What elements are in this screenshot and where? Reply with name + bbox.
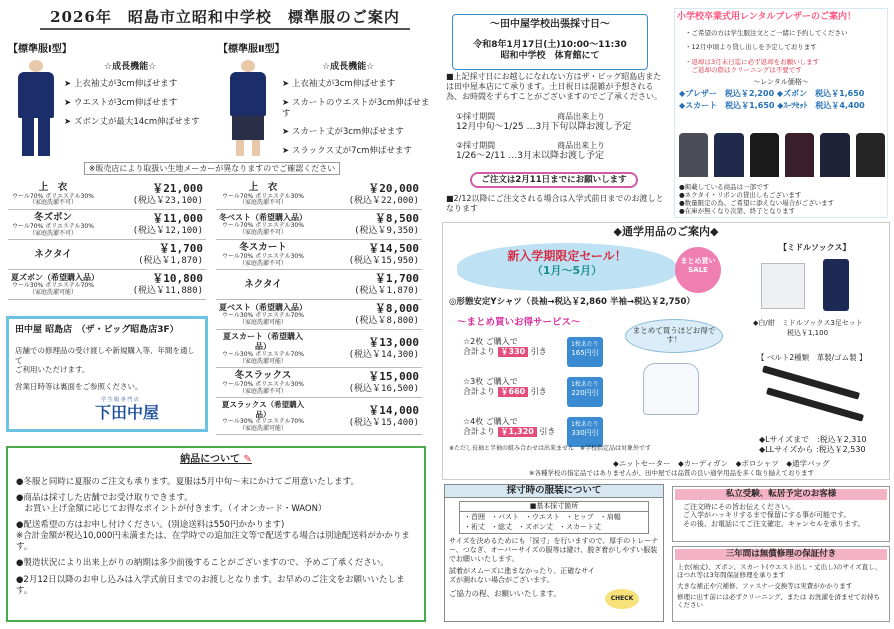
price-row: 冬ズボン ウール70% ポリエステル30%（家庭洗濯不可） ￥11,000 (税込￥12,100) bbox=[8, 210, 206, 240]
notice-title: 納品について ✎ bbox=[180, 454, 252, 465]
repair-title: 三年間は無償修理の保証付き bbox=[675, 549, 887, 560]
price-row: ネクタイ ￥1,700 (税込￥1,870) bbox=[216, 270, 422, 300]
event-date: 令和8年1月17日(土)10:00～11:30 bbox=[473, 39, 627, 50]
rental-title: 小学校卒業式用レンタルブレザーのご案内！ bbox=[677, 12, 857, 22]
shirt-image bbox=[643, 363, 699, 415]
shop-text: ご利用いただけます。 bbox=[15, 365, 90, 374]
repair-box bbox=[672, 546, 890, 622]
uniform-type1-image bbox=[14, 60, 58, 156]
shop-text: 営業日時等は裏面をご参照ください。 bbox=[15, 382, 143, 392]
shop-info-box bbox=[6, 316, 208, 432]
repair-items: 上衣(袖丈)、ズボン、スカート(ウエスト出し・丈出し)のサイズ直し、ほつれ等は3年間保証修理を承ります 大きな補正や穴補修、ファスナー交換等は実費がかかります 修理に出す前には必ずクリーニング、または お洗濯を済ませてお持ちください bbox=[677, 562, 882, 610]
type1-feature: ➤ ウエストが3cm伸ばせます bbox=[64, 97, 178, 108]
tier-row: ☆4枚 ご購入で 合計より ￥1,320 引き 1枚あたり 330円引 bbox=[463, 417, 663, 457]
event-description: ■上記採寸日にお越しになれない方はザ・ビッグ昭島店または田中屋本店にて承ります。土日祝日は混雑が予想される為、お時間をずらすことがございますのでご了承ください。 bbox=[446, 72, 662, 101]
belt-price: ◆LLサイズから :税込￥2,530 bbox=[759, 445, 866, 454]
price-row: 冬ベスト（希望購入品） ウール70% ポリエステル30%（家庭洗濯不可） ￥8,500 (税込￥9,350) bbox=[216, 210, 422, 240]
fitting-text: サイズを決めるためにも「採寸」を行いますので、厚手のトレーナー、つなぎ、オーバーサイズの服等は避け、脱ぎ着がしやすい服装でお願いいたします。 bbox=[449, 537, 659, 563]
price-row: 上 衣 ウール70% ポリエステル30%（家庭洗濯不可） ￥21,000 (税込￥23,100) bbox=[8, 180, 206, 210]
exam-box bbox=[672, 486, 890, 542]
fitting-box bbox=[444, 484, 664, 622]
socks-desc: ◆白/紺 ミドルソックス3足セット bbox=[753, 319, 863, 327]
supplies-title: ◆通学用品のご案内◆ bbox=[613, 225, 719, 238]
socks-price: 税込￥1,100 bbox=[787, 329, 829, 337]
uniform-type2-image bbox=[226, 60, 270, 156]
price-row: 夏ズボン（希望購入品） ウール30% ポリエステル70%（家庭洗濯可能） ￥10,800 (税込￥11,880) bbox=[8, 270, 206, 300]
vendor-note: ※販売店により取扱い生地メーカーが異なりますのでご確認ください bbox=[84, 162, 340, 175]
rental-price: ◆スカート 税込￥1,650 ◆ｽｰﾂｾｯﾄ 税込￥4,400 bbox=[679, 100, 865, 110]
shop-name: 田中屋 昭島店 （ザ・ビッグ昭島店3F） bbox=[15, 325, 179, 335]
belt-price: ◆Lサイズまで :税込￥2,310 bbox=[759, 435, 867, 444]
belt-title: 【 ベルト2種類 革製/ゴム製 】 bbox=[757, 353, 867, 362]
tanakaya-logo: 下田中屋 bbox=[95, 403, 160, 422]
pen-icon: ✎ bbox=[243, 454, 252, 465]
logo-subtitle: 学 生 服 専 門 店 bbox=[101, 397, 139, 403]
type2-label: 【標準服Ⅱ型】 bbox=[218, 44, 285, 55]
shirt-note: ※ただし長袖と半袖の組み合わせは出来ません ※学校指定品は対象外です bbox=[449, 445, 652, 452]
belt-image bbox=[761, 373, 873, 429]
socks-image bbox=[759, 259, 869, 313]
event-box bbox=[452, 14, 648, 70]
fitting-title: 採寸時の服装について bbox=[445, 485, 663, 498]
event-title: ～田中屋学校出張採寸日～ bbox=[490, 19, 610, 30]
tier-row: ☆2枚 ご購入で 合計より ￥330 引き 1枚あたり 165円引 bbox=[463, 337, 663, 377]
type2-feature: ➤ 上衣袖丈が3cm伸ばせます bbox=[282, 79, 396, 90]
supplies-section bbox=[442, 222, 890, 480]
type2-feature: ➤ スカートのウエストが3cm伸ばせます bbox=[282, 97, 430, 119]
shop-text: 店舗での修理品の受け渡しや新規購入等、年間を通して bbox=[15, 346, 195, 365]
check-icon: CHECK bbox=[605, 589, 639, 609]
fitting-grid: ■基本採寸箇所 ・首囲 ・バスト ・ウエスト ・ヒップ ・肩幅 ・裄丈 ・総丈 ・ズボン丈 ・スカート丈 bbox=[459, 501, 649, 534]
type1-heading: ☆成長機能☆ bbox=[104, 62, 157, 72]
notice-item: ●2月12日以降のお申し込みは入学式前日までのお渡しとなります。お早めのご注文をお願いいたします。 bbox=[16, 574, 405, 596]
goods-list: ◆ニットセーター ◆カーディガン ◆ポロシャツ ◆通学バッグ bbox=[613, 459, 830, 468]
shirt-title: ◎形態安定Yシャツ（長袖→税込￥2,860 半袖→税込￥2,750） bbox=[449, 297, 695, 307]
rental-price-heading: ～レンタル価格～ bbox=[753, 77, 809, 86]
delivery-notice bbox=[6, 446, 426, 622]
event-place: 昭和中学校 体育館にて bbox=[500, 50, 600, 61]
deadline-badge: ご注文は2月11日までにお願いします bbox=[470, 172, 638, 188]
type2-features bbox=[282, 62, 432, 164]
rental-items: ・ご希望の方は学生服注文とご一緒に予約してください ・12月中頃より貸し出しを予定しております ・返却は3月末日迄に必ず返却をお願いします ご返却の際はクリーニングは不要です bbox=[685, 29, 848, 74]
rental-notes: ●掲載している商品は一部です ●ネクタイ・リボンの貸出しもございます ●数量限定の為、ご希望に添えない場合がございます ●在庫が無くなり次第、終了となります bbox=[679, 183, 835, 216]
fitting-text: ご協力の程、お願いいたします。 bbox=[449, 588, 561, 598]
notice-item: ●商品は採寸した店舗でお受け取りできます。 bbox=[16, 493, 193, 504]
goods-note: ※各種学校の指定品ではありませんが、田中屋では品質の良い通学用品を多く取り揃えております bbox=[529, 469, 814, 477]
late-order-note: ■2/12以降にご注文される場合は入学式前日までのお渡しとなります bbox=[446, 194, 664, 213]
type1-feature: ➤ 上衣袖丈が3cm伸ばせます bbox=[64, 79, 178, 90]
bulk-title: ～まとめ買いお得サービス～ bbox=[457, 317, 581, 328]
notice-item: お買い上げ金額に応じてお得なポイントが付きます。（イオンカード・WAON） bbox=[16, 503, 327, 514]
type1-label: 【標準服Ⅰ型】 bbox=[8, 44, 72, 55]
notice-item: ●製造状況により出来上がりの納期は多少前後することがございますので、予めご了承ください。 bbox=[16, 558, 389, 569]
rental-box bbox=[674, 8, 888, 218]
price-row: 上 衣 ウール70% ポリエステル30%（家庭洗濯不可） ￥20,000 (税込￥22,000) bbox=[216, 180, 422, 210]
tier-row: ☆3枚 ご購入で 合計より ￥660 引き 1枚あたり 220円引 bbox=[463, 377, 663, 417]
type1-feature: ➤ ズボン丈が最大14cm伸ばせます bbox=[64, 116, 200, 127]
type2-feature: ➤ スラックス丈が7cm伸ばせます bbox=[282, 145, 412, 156]
price-table-type2 bbox=[216, 180, 422, 435]
type1-features bbox=[64, 62, 214, 135]
socks-title: 【ミドルソックス】 bbox=[779, 243, 851, 252]
notice-item: ※合計金額が税込10,000円未満または、在学時での追加注文等で配送する場合は別途配送料がかかります。 bbox=[16, 531, 410, 552]
type2-heading: ☆成長機能☆ bbox=[322, 62, 375, 72]
exam-items: ご注文時にその旨お伝えください。 ご入学がハッキリするまで保留にする事が可能です。 その後、お電話にてご注文確定、キャンセルを承ります。 bbox=[683, 502, 865, 529]
price-row: 夏ベスト（希望購入品） ウール30% ポリエステル70%（家庭洗濯可能） ￥8,000 (税込￥8,800) bbox=[216, 300, 422, 330]
bubble: まとめて買うほどお得です！ bbox=[625, 319, 723, 353]
notice-item: ●冬服と同時に夏服のご注文も承ります。夏服は5月中旬～末にかけてご用意いたします。 bbox=[16, 476, 359, 487]
tier-list bbox=[463, 337, 663, 457]
price-row: 冬スカート ウール70% ポリエステル30%（家庭洗濯不可） ￥14,500 (税込￥15,950) bbox=[216, 240, 422, 270]
schedule: ①採寸期間 商品出来上り 12月中旬～1/25 …3月下旬以降お渡し予定 ②採寸期間 商品出来上り 1/26～2/11 …3月末以降お渡し予定 bbox=[456, 112, 632, 162]
sale-banner: 新入学期限定セール！ （1月～5月） bbox=[457, 243, 677, 291]
price-table-type1 bbox=[8, 180, 206, 300]
page-title: 2026年 昭島市立昭和中学校 標準服のご案内 bbox=[40, 8, 410, 30]
type2-feature: ➤ スカート丈が3cm伸ばせます bbox=[282, 127, 404, 138]
fitting-text: 試着がスムーズに進まなかったり、正確なサイズが測れない場合がございます。 bbox=[449, 567, 595, 585]
exam-title: 私立受験、転居予定のお客様 bbox=[675, 489, 887, 500]
blazer-photos bbox=[679, 133, 885, 177]
price-row: 冬スラックス ウール70% ポリエステル30%（家庭洗濯不可） ￥15,000 (税込￥16,500) bbox=[216, 368, 422, 398]
rental-price: ◆ブレザー 税込￥2,200 ◆ズボン 税込￥1,650 bbox=[679, 88, 865, 98]
price-row: 夏スカート（希望購入品） ウール30% ポリエステル70%（家庭洗濯可能） ￥13,000 (税込￥14,300) bbox=[216, 330, 422, 368]
notice-item: ●配送希望の方はお申し付けください。(別途送料は550円かかります) bbox=[16, 520, 285, 531]
price-row: 夏スラックス（希望購入品） ウール30% ポリエステル70%（家庭洗濯可能） ￥14,000 (税込￥15,400) bbox=[216, 398, 422, 435]
sale-badge: まとめ買いSALE bbox=[675, 247, 721, 293]
price-row: ネクタイ ￥1,700 (税込￥1,870) bbox=[8, 240, 206, 270]
